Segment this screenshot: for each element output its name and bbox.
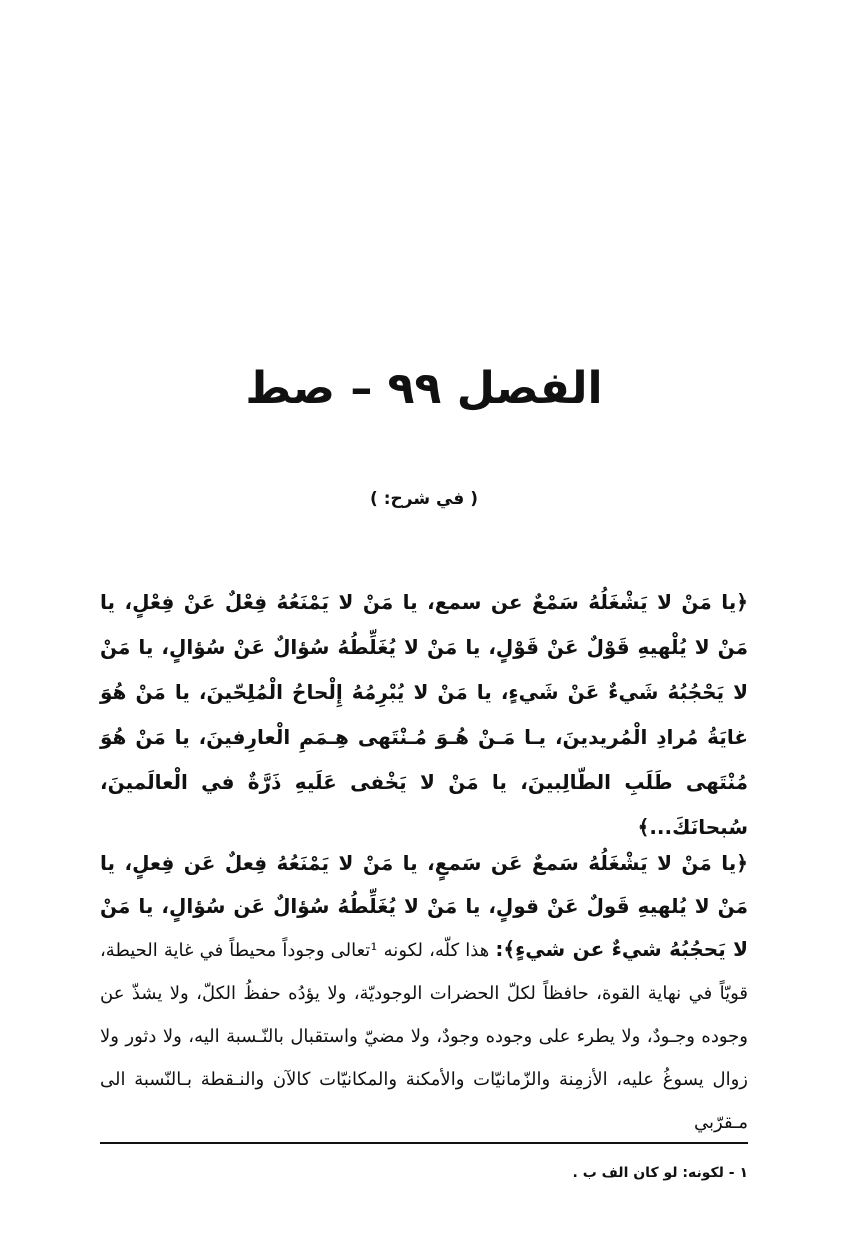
commentary-quote: ﴿يا مَنْ لا يَشْغَلُهُ سَمعٌ عَن سَمعٍ، يا مَنْ لا يَمْنَعُهُ فِعلٌ عَن فِعلٍ، يا مَنْ لا يُلهيهِ قَولٌ عَنْ قولٍ، يا مَنْ لا يُغَلِّطُهُ سُؤالٌ عَن سُؤالٍ، يا مَنْ لا يَحجُبُهُ شيءٌ عن شيءٍ﴾: bbox=[100, 851, 748, 961]
commentary-paragraph bbox=[100, 842, 748, 1144]
commentary-body: هذا كلّه، لكونه ¹تعالى وجوداً محيطاً في غاية الحيطة، قويّاً في نهاية القوة، حافظاً لكلّ الحضرات الوجوديّة، ولا يؤدُه حفظُ الكلّ، ولا يشذّ عن وجوده وجـودٌ، ولا يطرء على وجوده وجودٌ، ولا مضيّ واستقبال بالنّـسبة اليه، ولا دثور ولا زوال يسوغُ عليه، الأزمِنة والزّمانيّات والأمكنة والمكانيّات كالآن والنـقطة بـالنّسبة الى مـقرّبي bbox=[100, 940, 748, 1133]
supplication-quote-paragraph: ﴿يا مَنْ لا يَشْغَلُهُ سَمْعٌ عن سمع، يا مَنْ لا يَمْنَعُهُ فِعْلٌ عَنْ فِعْلٍ، يا مَنْ لا يُلْهيهِ قَوْلٌ عَنْ قَوْلٍ، يا مَنْ لا يُغَلِّطُهُ سُؤالٌ عَنْ سُؤالٍ، يا مَنْ لا يَحْجُبُهُ شَيءٌ عَنْ شَيءٍ، يا مَنْ لا يُبْرِمُهُ إِلْحاحُ الْمُلِحّينَ، يا مَنْ هُوَ غايَةُ مُرادِ الْمُريدينَ، يـا مَـنْ هُـوَ مُـنْتَهى هِـمَمِ الْعارِفينَ، يا مَنْ هُوَ مُنْتَهى طَلَبِ الطّالِبينَ، يا مَنْ لا يَخْفى عَلَيهِ ذَرَّةٌ في الْعالَمينَ، سُبحانَكَ...﴾ bbox=[100, 590, 748, 839]
chapter-title: الفصل ٩٩ – صط bbox=[245, 363, 603, 415]
footnote: ١ - لكونه: لو كان الف ب . bbox=[572, 1165, 748, 1181]
section-subheading: ( في شرح: ) bbox=[370, 489, 478, 509]
footnote-divider bbox=[100, 1142, 748, 1144]
